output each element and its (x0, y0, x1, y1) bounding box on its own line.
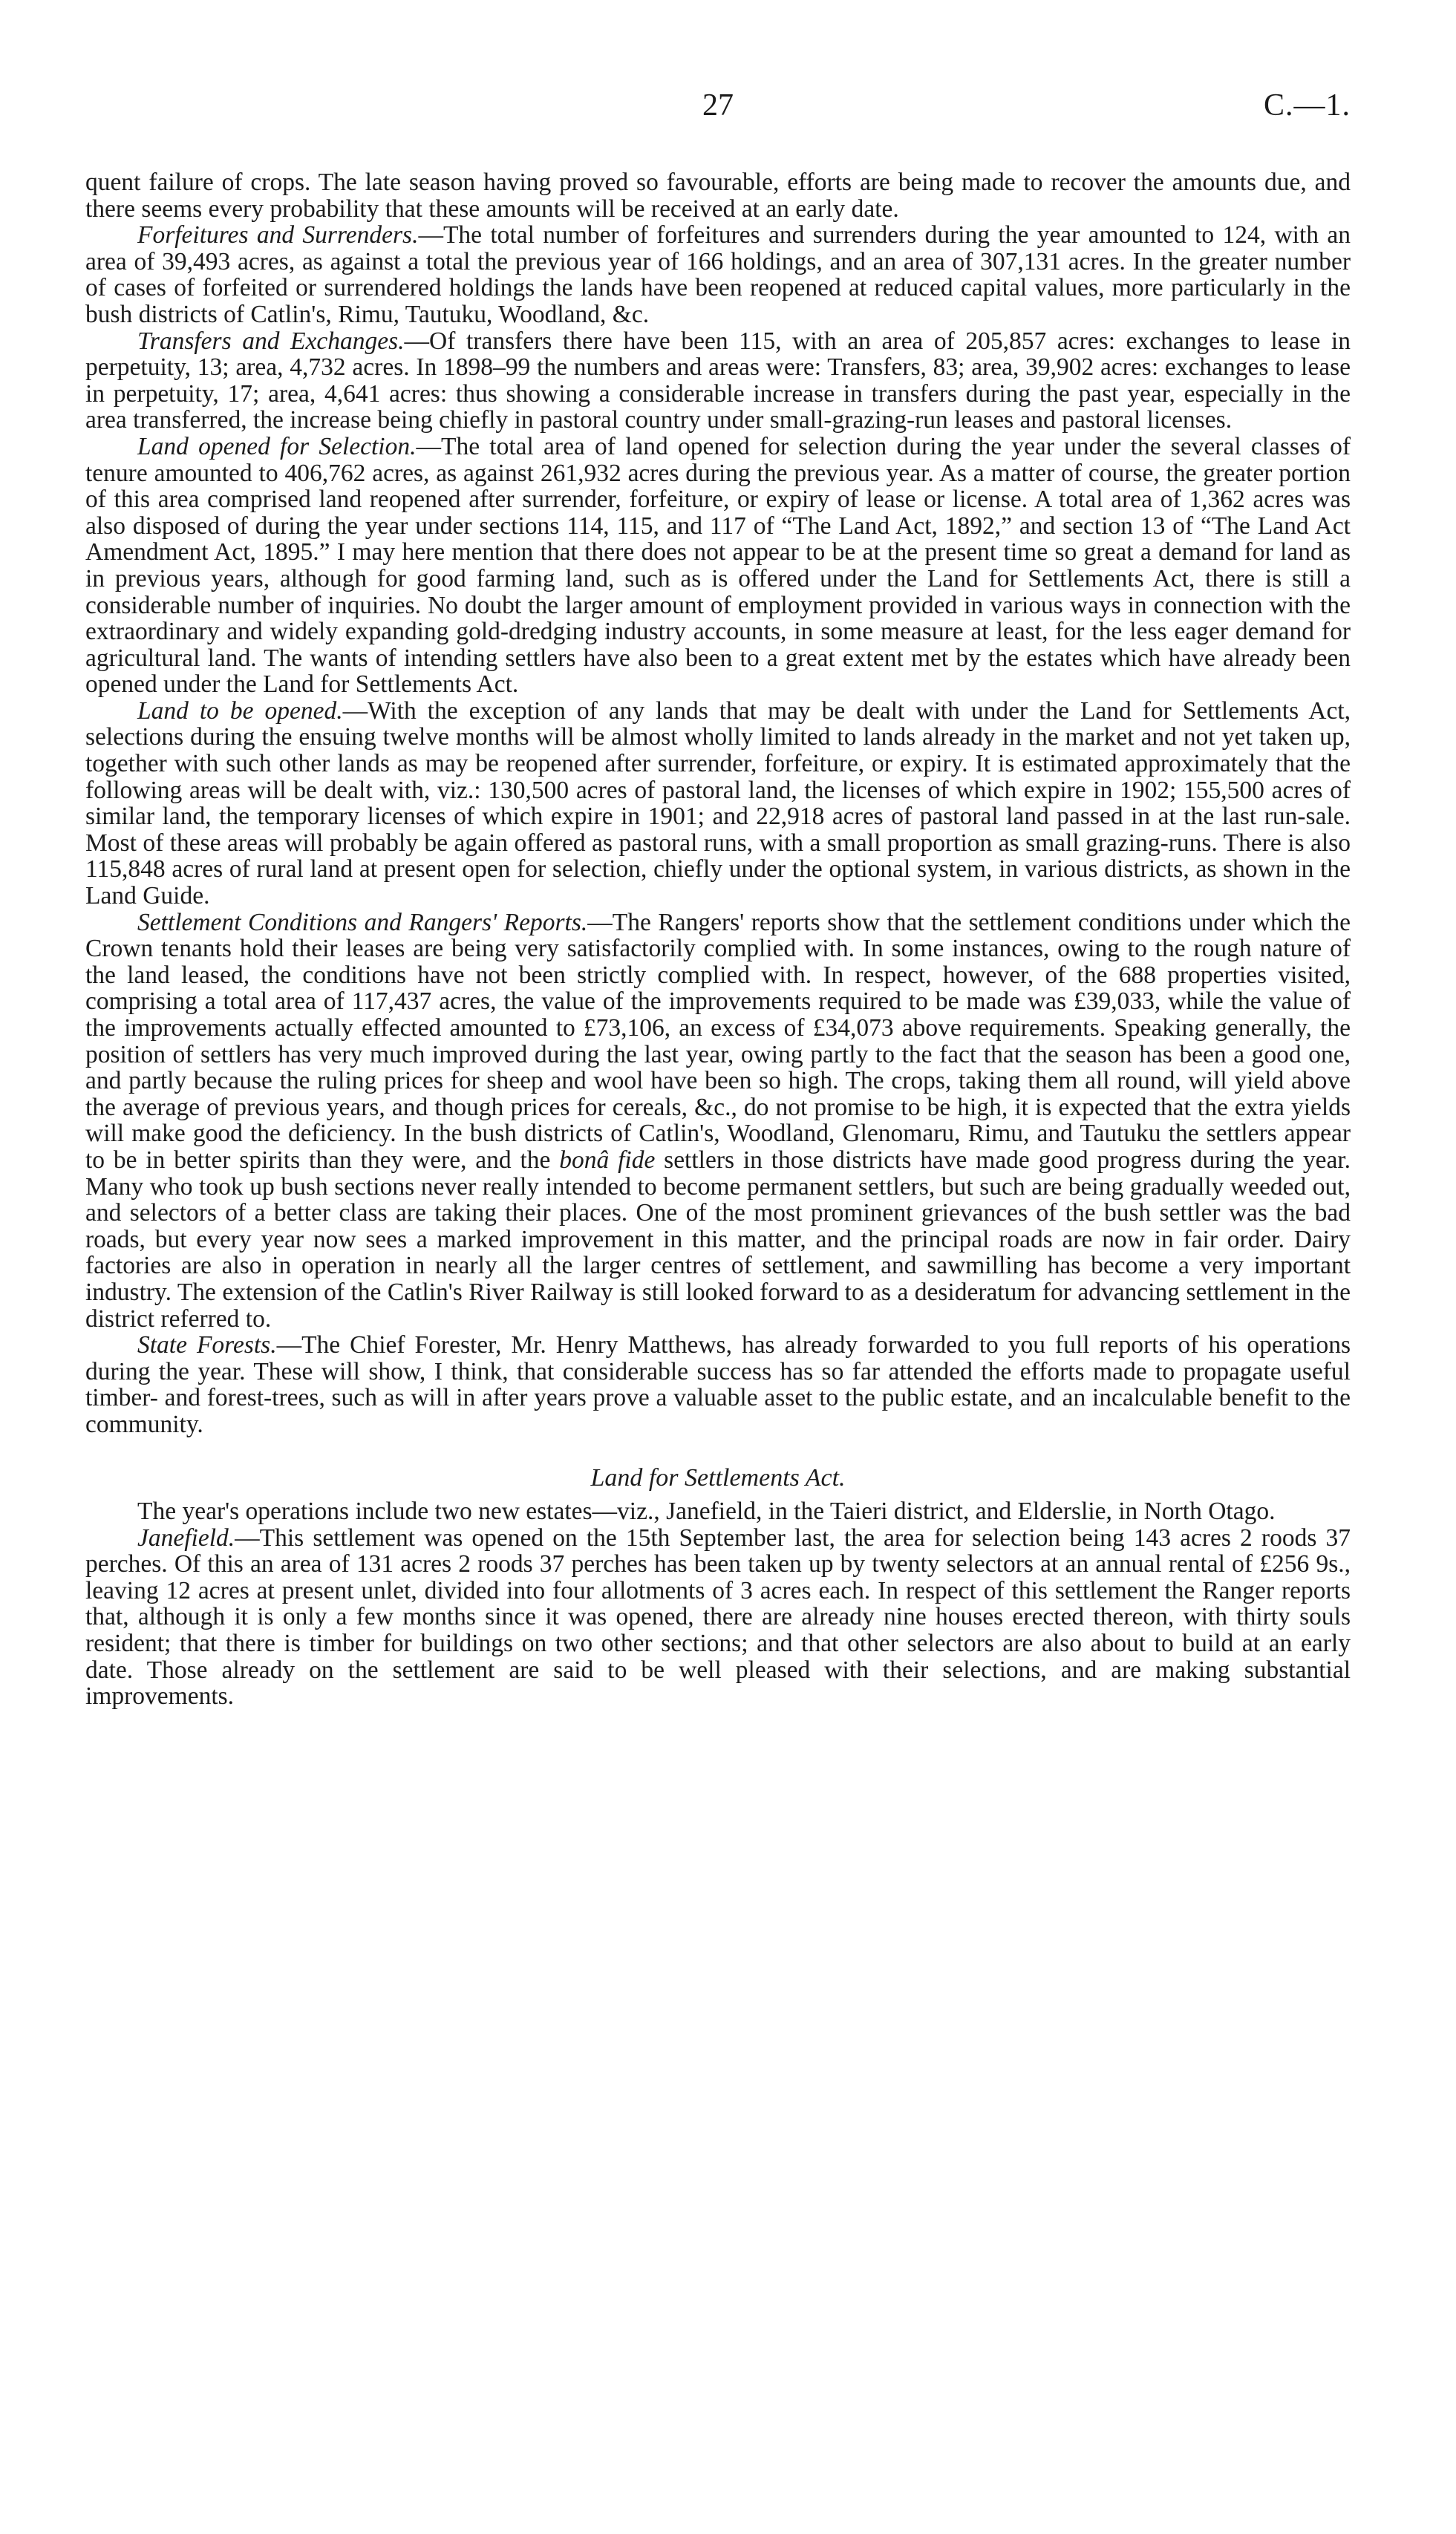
paragraph-crop-failure (85, 169, 1351, 222)
paragraph-text: —The Rangers' reports show that the settlement conditions under which the Crown tenants hold their leases are being very satisfactorily complied with. In some instances, owing to the rough nature of the land leased, the conditions have not been strictly complied with. In respect, however, of the 688 properties visited, comprising a total area of 117,437 acres, the value of the improvements required to be made was £39,033, while the value of the improvements actually effected amounted to £73,106, an excess of £34,073 above requirements. Speaking generally, the position of settlers has very much improved during the last year, owing partly to the fact that the season has been a good one, and partly because the ruling prices for sheep and wool have been so high. The crops, taking them all round, will yield above the average of previous years, and though prices for cereals, &c., do not promise to be high, it is expected that the extra yields will make good the deficiency. In the bush districts of Catlin's, Woodland, Glenomaru, Rimu, and Tautuku the settlers appear to be in better spirits than they were, and the (85, 908, 1351, 1174)
paragraph-heading: State Forests. (137, 1331, 277, 1359)
paragraph-land-opened (85, 434, 1351, 698)
paragraph-settlement-conditions (85, 910, 1351, 1333)
paragraph-text: —Of transfers there have been 115, with an area of 205,857 acres: exchanges to lease in perpetuity, 13; area, 4,732 acres. In 1898–99 the numbers and areas were: Transfers, 83; area, 39,902 acres: exchanges to lease in perpetuity, 17; area, 4,641 acres: thus showing a considerable increase in transfers during the past year, especially in the area transferred, the increase being chiefly in pastoral country under small-grazing-run leases and pastoral licenses. (85, 327, 1351, 434)
paragraph-heading: Janefield. (137, 1524, 235, 1552)
page-number: 27 (702, 88, 734, 123)
paragraph-text: settlers in those districts have made good progress during the year. Many who took up bush sections never really intended to become permanent settlers, but such are being gradually weeded out, and selectors of a better class are taking their places. One of the most prominent grievances of the bush settler was the bad roads, but every year now sees a marked improvement in this matter, and the principal roads are now in fair order. Dairy factories are also in operation in nearly all the larger centres of settlement, and sawmilling has become a very important industry. The extension of the Catlin's River Railway is still looked forward to as a desideratum for advancing settlement in the district referred to. (85, 1146, 1351, 1333)
paragraph-state-forests (85, 1332, 1351, 1437)
paragraph-text: —The total area of land opened for selection during the year under the several classes of tenure amounted to 406,762 acres, as against 261,932 acres during the previous year. As a matter of course, the greater portion of this area comprised land reopened after surrender, forfeiture, or expiry of lease or license. A total area of 1,362 acres was also disposed of during the year under sections 114, 115, and 117 of “The Land Act, 1892,” and section 13 of “The Land Act Amendment Act, 1895.” I may here mention that there does not appear to be at the present time so great a demand for land as in previous years, although for good farming land, such as is offered under the Land for Settlements Act, there is still a considerable number of inquiries. No doubt the larger amount of employment provided in various ways in connection with the extraordinary and widely expanding gold-dredging industry accounts, in some measure at least, for the less eager demand for agricultural land. The wants of intending settlers have also been to a great extent met by the estates which have already been opened under the Land for Settlements Act. (85, 432, 1351, 699)
paragraph-transfers (85, 328, 1351, 434)
section-title: Land for Settlements Act. (590, 1463, 846, 1492)
document-reference: C.—1. (1263, 88, 1351, 123)
paragraph-janefield (85, 1525, 1351, 1710)
paragraph-text: —This settlement was opened on the 15th September last, the area for selection being 143 acres 2 roods 37 perches. Of this an area of 131 acres 2 roods 37 perches has been taken up by twenty selectors at an annual rental of £256 9s., leaving 12 acres at present unlet, divided into four allotments of 3 acres each. In respect of this settlement the Ranger reports that, although it is only a few months since it was opened, there are already nine houses erected thereon, with thirty souls resident; that there is timber for buildings on two other sections; and that other selectors are also about to build at an early date. Those already on the settlement are said to be well pleased with their selections, and are making substantial improvements. (85, 1524, 1351, 1711)
paragraph-text: —The Chief Forester, Mr. Henry Matthews, has already forwarded to you full reports of his operations during the year. These will show, I think, that considerable success has so far attended the efforts made to propagate useful timber- and forest-trees, such as will in after years prove a valuable asset to the public estate, and an incalculable benefit to the community. (85, 1331, 1351, 1438)
document-body (85, 169, 1351, 1710)
paragraph-land-to-be-opened (85, 698, 1351, 910)
paragraph-heading: Forfeitures and Surrenders. (137, 221, 419, 249)
paragraph-new-estates (85, 1498, 1351, 1525)
paragraph-forfeitures (85, 222, 1351, 327)
paragraph-text: —With the exception of any lands that may be dealt with under the Land for Settlements Act, selections during the ensuing twelve months will be almost wholly limited to lands already in the market and not yet taken up, together with such other lands as may be reopened after surrender, forfeiture, or expiry. It is estimated approximately that the following areas will be dealt with, viz.: 130,500 acres of pastoral land, the licenses of which expire in 1902; 155,500 acres of similar land, the temporary licenses of which expire in 1901; and 22,918 acres of pastoral land passed in at the last run-sale. Most of these areas will probably be again offered as pastoral runs, with a small proportion as small grazing-runs. There is also 115,848 acres of rural land at present open for selection, chiefly under the optional system, in various districts, as shown in the Land Guide. (85, 696, 1351, 910)
page-header (85, 88, 1351, 132)
paragraph-heading: Transfers and Exchanges. (137, 327, 405, 355)
paragraph-heading: Land opened for Selection. (137, 432, 417, 460)
paragraph-text: The year's operations include two new estates—viz., Janefield, in the Taieri district, and Elderslie, in North Otago. (137, 1498, 1276, 1526)
paragraph-text: —The total number of forfeitures and surrenders during the year amounted to 124, with an area of 39,493 acres, as against a total the previous year of 166 holdings, and an area of 307,131 acres. In the greater number of cases of forfeited or surrendered holdings the lands have been reopened at reduced capital values, more particularly in the bush districts of Catlin's, Rimu, Tautuku, Woodland, &c. (85, 221, 1351, 328)
paragraph-heading: Land to be opened. (137, 696, 343, 725)
paragraph-heading: Settlement Conditions and Rangers' Reports. (137, 908, 588, 936)
paragraph-text: quent failure of crops. The late season having proved so favourable, efforts are being made to recover the amounts due, and there seems every probability that these amounts will be received at an early date. (85, 169, 1351, 223)
paragraph-italic-phrase: bonâ fide (559, 1146, 656, 1174)
